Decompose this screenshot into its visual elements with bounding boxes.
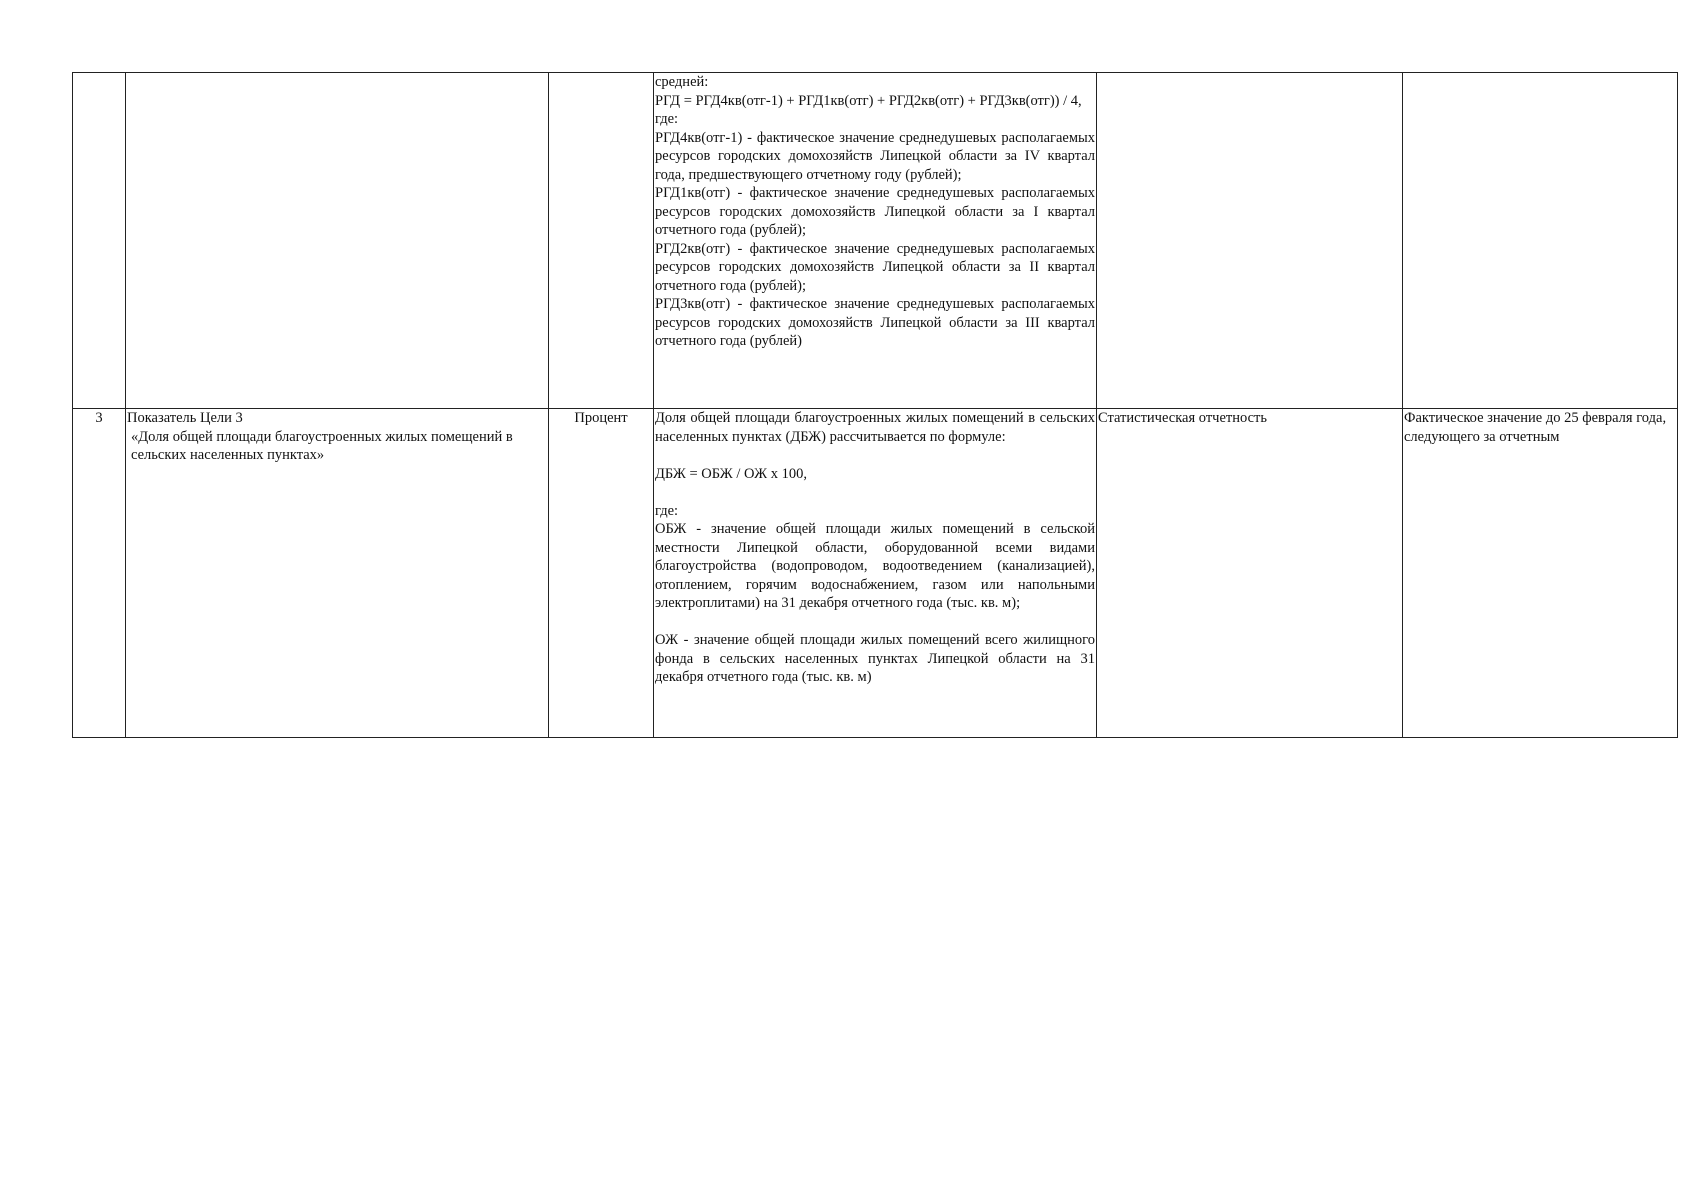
indicator-title: Показатель Цели 3 — [127, 410, 243, 426]
cell-number: 3 — [73, 409, 126, 738]
method-definition: РГД3кв(отг) - фактическое значение среднедушевых располагаемых ресурсов городских домохозяйств Липецкой области за III квартал отчетного года (рублей) — [655, 296, 1095, 349]
table-row — [73, 409, 1678, 738]
method-spacer — [655, 613, 1095, 632]
method-line: где: — [655, 502, 679, 519]
method-definition: ОЖ - значение общей площади жилых помещений всего жилищного фонда в сельских населенных пунктах Липецкой области на 31 декабря отчетного года (тыс. кв. м) — [655, 632, 1095, 685]
method-definition: ОБЖ - значение общей площади жилых помещений в сельской местности Липецкой области, оборудованной всеми видами благоустройства (водопроводом, водоотведением (канализацией), отоплением, горячим водоснабжением, газом или напольными электроплитами) на 31 декабря отчетного года (тыс. кв. м); — [655, 521, 1095, 611]
method-line: где: — [655, 111, 679, 127]
cell-timing: Фактическое значение до 25 февраля года, следующего за отчетным — [1403, 409, 1678, 738]
cell-indicator-name — [126, 73, 549, 409]
method-definition: РГД4кв(отг-1) - фактическое значение среднедушевых располагаемых ресурсов городских домохозяйств Липецкой области за IV квартал года, предшествующего отчетному году (рублей); — [655, 129, 1095, 183]
cell-number — [73, 73, 126, 409]
method-formula: РГД = РГД4кв(отг-1) + РГД1кв(отг) + РГД2кв(отг) + РГД3кв(отг)) / 4, — [655, 92, 1082, 109]
indicator-table — [72, 72, 1678, 738]
cell-timing — [1403, 73, 1678, 409]
method-definition: РГД2кв(отг) - фактическое значение среднедушевых располагаемых ресурсов городских домохозяйств Липецкой области за II квартал отчетного года (рублей); — [655, 240, 1095, 294]
cell-calculation-method — [654, 73, 1097, 409]
method-spacer — [655, 483, 1095, 502]
cell-unit — [549, 73, 654, 409]
cell-unit: Процент — [549, 409, 654, 738]
cell-data-source: Статистическая отчетность — [1097, 409, 1403, 738]
method-definition: РГД1кв(отг) - фактическое значение среднедушевых располагаемых ресурсов городских домохозяйств Липецкой области за I квартал отчетного года (рублей); — [655, 185, 1095, 238]
method-formula: ДБЖ = ОБЖ / ОЖ х 100, — [655, 465, 807, 482]
cell-data-source — [1097, 73, 1403, 409]
table-row — [73, 73, 1678, 409]
cell-indicator-name — [126, 409, 549, 738]
indicator-description: «Доля общей площади благоустроенных жилых помещений в сельских населенных пунктах» — [131, 428, 513, 463]
method-line: Доля общей площади благоустроенных жилых помещений в сельских населенных пунктах (ДБЖ) рассчитывается по формуле: — [655, 410, 1095, 445]
cell-calculation-method — [654, 409, 1097, 738]
method-line: средней: — [655, 74, 709, 90]
method-spacer — [655, 446, 1095, 465]
